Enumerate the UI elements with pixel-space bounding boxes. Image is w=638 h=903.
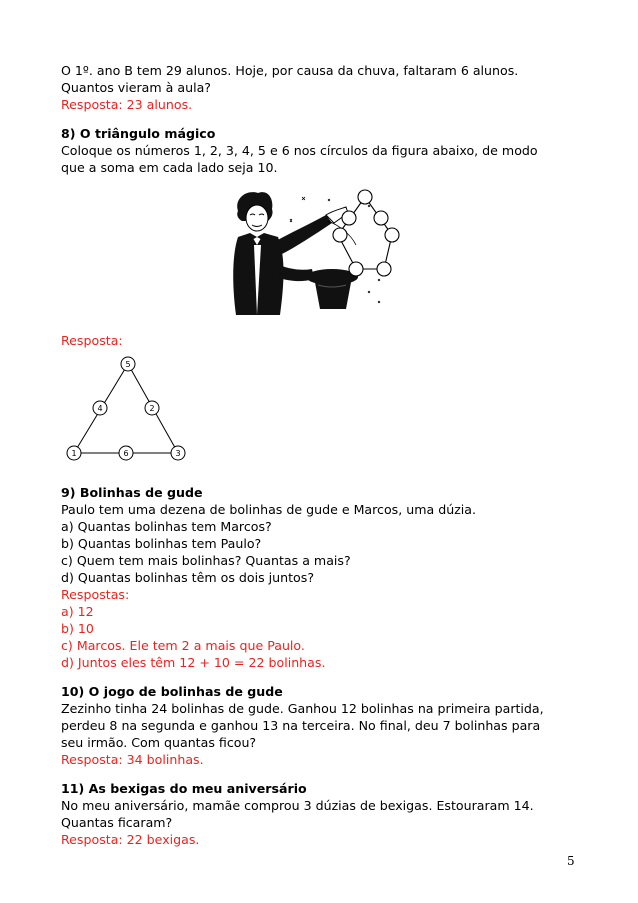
intro-answer: Resposta: 23 alunos. (61, 97, 193, 112)
q10-title: 10) O jogo de bolinhas de gude (61, 684, 283, 699)
q10-answer: Resposta: 34 bolinhas. (61, 752, 204, 767)
number-mid-left: 4 (97, 404, 103, 413)
q9-question-b: b) Quantas bolinhas tem Paulo? (61, 536, 262, 551)
q9-line-1: Paulo tem uma dezena de bolinhas de gude e Marcos, uma dúzia. (61, 502, 477, 517)
answer-triangle-diagram (58, 352, 194, 464)
q8-line-1: Coloque os números 1, 2, 3, 4, 5 e 6 nos círculos da figura abaixo, de modo (61, 143, 538, 158)
number-bottom-left: 1 (71, 449, 77, 458)
q9-question-c: c) Quem tem mais bolinhas? Quantas a mais? (61, 553, 351, 568)
q8-title: 8) O triângulo mágico (61, 126, 216, 141)
q9-question-d: d) Quantas bolinhas têm os dois juntos? (61, 570, 315, 585)
magician-illustration (228, 185, 408, 325)
intro-line-2: Quantos vieram à aula? (61, 80, 211, 95)
intro-line-1: O 1º. ano B tem 29 alunos. Hoje, por causa da chuva, faltaram 6 alunos. (61, 63, 519, 78)
q9-title: 9) Bolinhas de gude (61, 485, 203, 500)
q11-line-1: No meu aniversário, mamãe comprou 3 dúzias de bexigas. Estouraram 14. (61, 798, 534, 813)
q11-title: 11) As bexigas do meu aniversário (61, 781, 307, 796)
q9-answer-d: d) Juntos eles têm 12 + 10 = 22 bolinhas. (61, 655, 326, 670)
page-number: 5 (567, 854, 575, 868)
number-bottom-right: 3 (175, 449, 181, 458)
q10-line-3: seu irmão. Com quantas ficou? (61, 735, 257, 750)
q9-answer-c: c) Marcos. Ele tem 2 a mais que Paulo. (61, 638, 305, 653)
q9-answers-label: Respostas: (61, 587, 130, 602)
q9-question-a: a) Quantas bolinhas tem Marcos? (61, 519, 272, 534)
q9-answer-b: b) 10 (61, 621, 94, 636)
number-bottom-mid: 6 (123, 449, 129, 458)
q8-line-2: que a soma em cada lado seja 10. (61, 160, 278, 175)
q11-line-2: Quantas ficaram? (61, 815, 173, 830)
q9-answer-a: a) 12 (61, 604, 94, 619)
q10-line-2: perdeu 8 na segunda e ganhou 13 na terceira. No final, deu 7 bolinhas para (61, 718, 541, 733)
q8-answer-label: Resposta: (61, 333, 123, 348)
q11-answer: Resposta: 22 bexigas. (61, 832, 200, 847)
number-mid-right: 2 (149, 404, 155, 413)
number-top: 5 (125, 360, 131, 369)
q10-line-1: Zezinho tinha 24 bolinhas de gude. Ganhou 12 bolinhas na primeira partida, (61, 701, 544, 716)
